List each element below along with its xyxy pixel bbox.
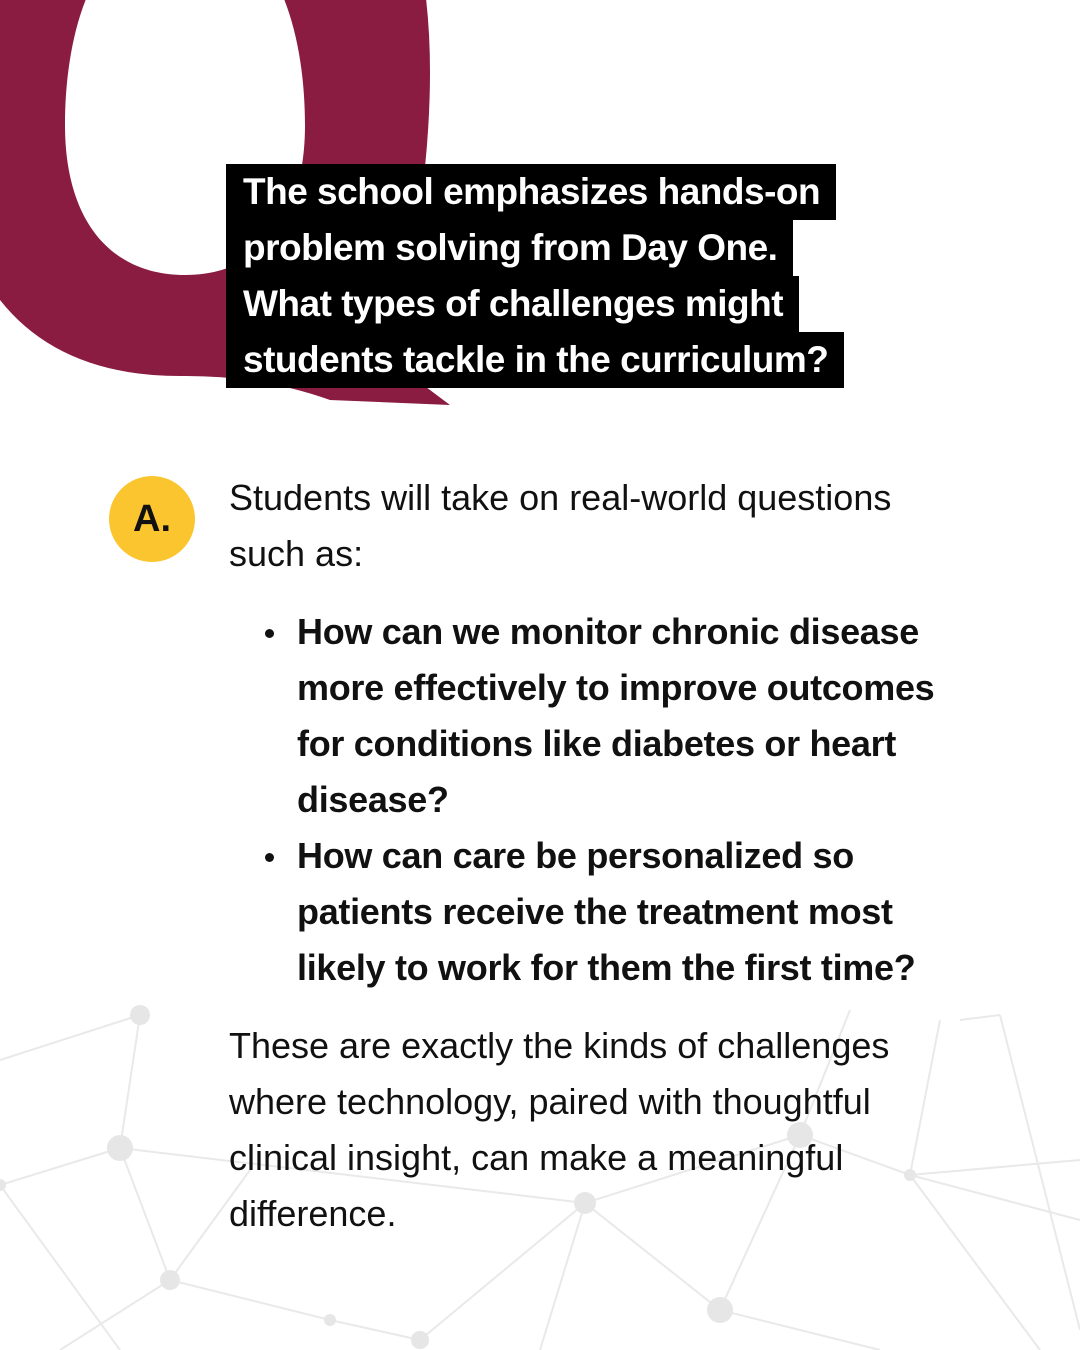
list-item	[297, 604, 989, 828]
answer-block	[229, 470, 989, 1242]
question-line: What types of challenges might	[226, 276, 799, 332]
list-item-text: How can we monitor chronic disease more effectively to improve outcomes for conditions like diabetes or heart disease?	[297, 611, 935, 820]
answer-intro: Students will take on real-world questions such as:	[229, 477, 892, 574]
list-item	[297, 828, 989, 996]
question-line: students tackle in the curriculum?	[226, 332, 844, 388]
bullet-icon	[265, 629, 274, 638]
question-line: problem solving from Day One.	[226, 220, 793, 276]
list-item-text: How can care be personalized so patients receive the treatment most likely to work for them the first time?	[297, 835, 916, 988]
question-list	[229, 604, 989, 996]
question-block	[226, 164, 866, 388]
bullet-icon	[265, 853, 274, 862]
answer-badge: A.	[109, 476, 195, 562]
question-line: The school emphasizes hands-on	[226, 164, 836, 220]
answer-closing: These are exactly the kinds of challenges where technology, paired with thoughtful clinical insight, can make a meaningful difference.	[229, 1025, 890, 1234]
